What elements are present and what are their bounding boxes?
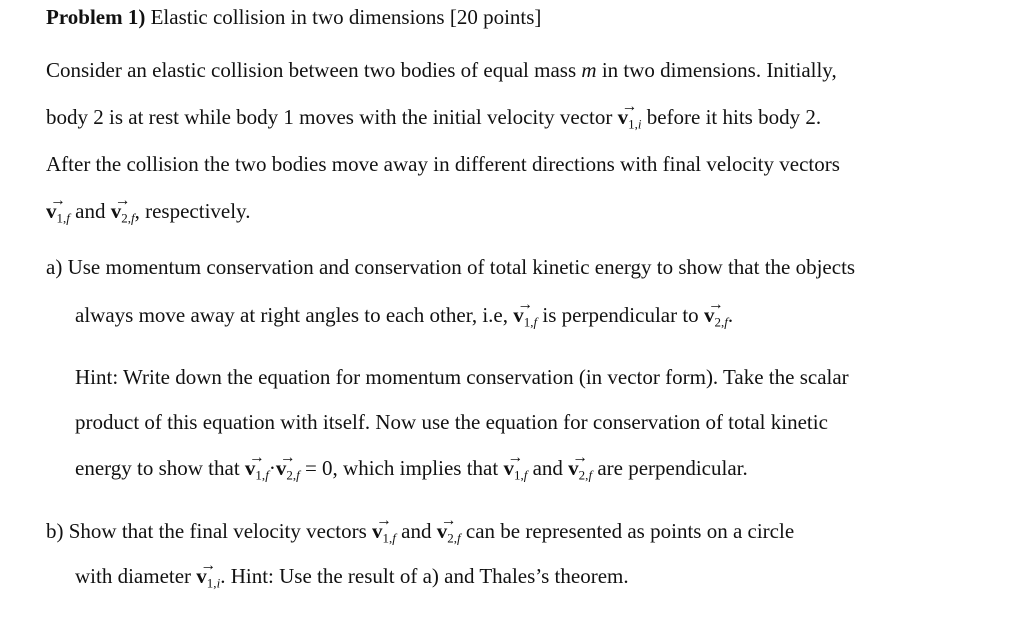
vector-v2f: [275, 449, 300, 489]
vector-arrow: →: [248, 449, 265, 467]
vector-v2f: [703, 296, 728, 336]
intro-text: , respectively.: [134, 199, 251, 223]
vector-arrow: →: [572, 449, 588, 467]
dot-operator: ·: [268, 456, 276, 480]
vector-arrow: →: [517, 296, 534, 314]
vector-symbol: v: [436, 519, 448, 543]
part-a-text: is perpendicular to: [542, 303, 699, 327]
vector-v2f: [568, 449, 593, 489]
part-a-line-1: [46, 254, 855, 280]
vector-subscript: 1,: [628, 116, 638, 132]
vector-subscript: 1,: [255, 467, 266, 483]
vector-symbol: v: [372, 519, 383, 543]
vector-symbol: v: [244, 456, 256, 480]
hint-text: energy to show that: [75, 456, 240, 480]
vector-subscript-var: i: [637, 116, 642, 132]
vector-symbol: v: [703, 303, 715, 327]
vector-arrow: →: [279, 449, 296, 467]
hint-text: are perpendicular.: [597, 456, 748, 480]
vector-v1f: [244, 449, 269, 489]
vector-subscript: 2,: [447, 530, 457, 546]
vector-subscript: 1,: [513, 467, 524, 483]
vector-subscript-var: f: [523, 467, 528, 483]
vector-symbol: v: [513, 303, 524, 327]
vector-subscript: 2,: [286, 467, 297, 483]
intro-text: Consider an elastic collision between two bodies of equal mass: [46, 58, 577, 82]
intro-line-3: [46, 151, 840, 177]
hint-text: and: [532, 456, 563, 480]
vector-v1f: [372, 512, 396, 552]
mass-symbol: m: [581, 58, 597, 82]
vector-arrow: →: [507, 449, 524, 467]
part-a-text: .: [727, 303, 734, 327]
intro-line-4: [46, 192, 251, 232]
part-a-hint-1: [75, 364, 849, 390]
vector-symbol: v: [196, 564, 207, 588]
part-a-label: a): [46, 255, 63, 279]
part-b-line-2: [75, 557, 629, 597]
part-a-hint-2: [75, 409, 828, 435]
vector-arrow: →: [200, 557, 217, 575]
intro-text: After the collision the two bodies move away in different directions with final velocity vectors: [46, 152, 840, 176]
part-a-text: always move away at right angles to each other, i.e,: [75, 303, 509, 327]
vector-subscript: 1,: [206, 575, 217, 591]
part-b-text: with diameter: [75, 564, 192, 588]
vector-subscript-var: f: [392, 530, 396, 546]
vector-subscript-var: f: [457, 530, 461, 546]
vector-symbol: v: [617, 105, 629, 129]
vector-subscript: 2,: [121, 210, 131, 226]
intro-line-2: [46, 98, 822, 138]
part-b-text: and: [401, 519, 432, 543]
intro-text: and: [75, 199, 106, 223]
vector-v1f: [503, 449, 528, 489]
problem-label: Problem 1): [46, 5, 146, 29]
vector-subscript-var: f: [724, 314, 728, 330]
problem-points: [20 points]: [449, 5, 542, 29]
vector-v1i: [196, 557, 221, 597]
hint-text: product of this equation with itself. Now use the equation for conservation of total kinetic: [75, 410, 828, 434]
vector-subscript: 2,: [714, 314, 725, 330]
vector-symbol: v: [46, 199, 57, 223]
vector-subscript-var: f: [265, 467, 269, 483]
problem-title: Elastic collision in two dimensions: [150, 5, 445, 29]
vector-subscript: 1,: [523, 314, 534, 330]
hint-text: , which implies that: [332, 456, 499, 480]
part-a-text: Use momentum conservation and conservation of total kinetic energy to show that the objects: [67, 255, 856, 279]
vector-symbol: v: [275, 456, 287, 480]
vector-arrow: →: [50, 192, 66, 210]
vector-subscript: 2,: [578, 467, 589, 483]
vector-subscript-var: f: [296, 467, 300, 483]
vector-arrow: →: [440, 512, 457, 530]
part-a-hint-3: [75, 449, 748, 489]
vector-symbol: v: [110, 199, 122, 223]
intro-text: in two dimensions. Initially,: [601, 58, 837, 82]
vector-arrow: →: [114, 192, 131, 210]
hint-text: Hint: Write down the equation for momentum conservation (in vector form). Take the scalar: [75, 365, 849, 389]
part-b-text: . Hint: Use the result of a) and Thales’s theorem.: [220, 564, 629, 588]
part-a-line-2: [75, 296, 734, 336]
vector-subscript-var: f: [588, 467, 593, 483]
vector-arrow: →: [708, 296, 724, 314]
vector-arrow: →: [376, 512, 392, 530]
part-b-line-1: [46, 512, 795, 552]
vector-symbol: v: [568, 456, 579, 480]
vector-v1f: [46, 192, 70, 232]
part-b-label: b): [46, 519, 64, 543]
problem-heading: [46, 4, 541, 30]
equals-zero: = 0: [304, 456, 333, 480]
vector-v2f: [110, 192, 135, 232]
vector-subscript-var: i: [216, 575, 221, 591]
vector-symbol: v: [503, 456, 514, 480]
vector-subscript-var: f: [533, 314, 538, 330]
part-b-text: Show that the final velocity vectors: [68, 519, 367, 543]
part-b-text: can be represented as points on a circle: [465, 519, 795, 543]
intro-text: body 2 is at rest while body 1 moves with the initial velocity vector: [46, 105, 613, 129]
intro-text: before it hits body 2.: [646, 105, 822, 129]
vector-subscript-var: f: [66, 210, 70, 226]
vector-arrow: →: [621, 98, 638, 116]
vector-v1f: [513, 296, 538, 336]
vector-subscript-var: f: [130, 210, 135, 226]
vector-v1i: [617, 98, 642, 138]
intro-line-1: [46, 57, 837, 83]
vector-subscript: 1,: [382, 530, 393, 546]
vector-v2f: [436, 512, 461, 552]
vector-subscript: 1,: [56, 210, 67, 226]
